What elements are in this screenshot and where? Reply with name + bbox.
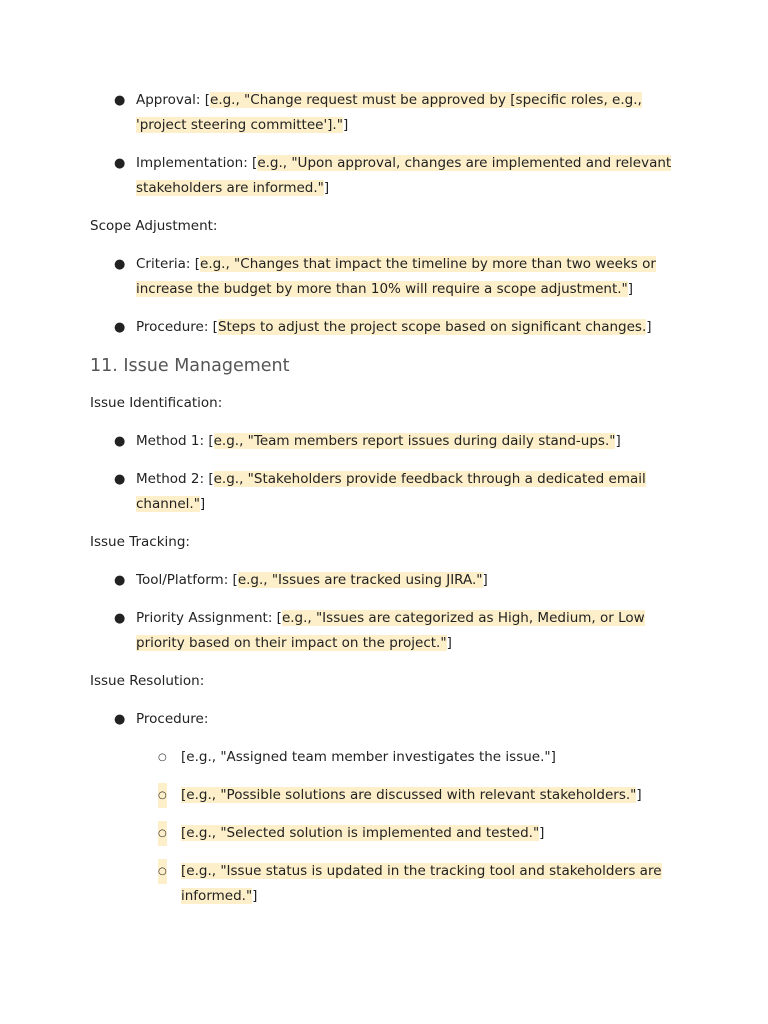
priority-placeholder: e.g., "Issues are categorized as High, Medium, or Low priority based on their impact on the project.": [136, 610, 645, 651]
list-item: [136, 783, 680, 808]
criteria-label: Criteria: [: [136, 256, 201, 272]
list-item: [136, 821, 680, 846]
issue-tracking-list: [90, 568, 680, 656]
bullet-icon: ●: [114, 434, 126, 449]
list-item: [90, 467, 680, 517]
bracket-open: [: [181, 825, 187, 841]
step-placeholder: e.g., "Assigned team member investigates the issue.": [186, 749, 551, 765]
list-item: [90, 606, 680, 656]
bracket-open: [: [181, 863, 187, 879]
procedure-label: Procedure: [: [136, 319, 218, 335]
bracket-close: ]: [199, 496, 206, 512]
list-item: [136, 745, 680, 770]
bullet-icon: ●: [114, 712, 126, 727]
bracket-close: ]: [446, 635, 452, 651]
criteria-placeholder: e.g., "Changes that impact the timeline by more than two weeks or increase the budget by more than 10% will require a scope adjustment.": [136, 256, 656, 297]
bullet-icon: ●: [114, 257, 126, 272]
issue-resolution-heading: Issue Resolution:: [90, 673, 205, 689]
method2-label: Method 2: [: [136, 471, 214, 487]
bracket-close: ]: [627, 281, 634, 297]
issue-tracking-heading: Issue Tracking:: [90, 534, 190, 550]
list-item: [90, 707, 680, 909]
bracket-open: [: [181, 749, 187, 765]
bracket-close: ]: [482, 572, 488, 588]
bracket-close: ]: [539, 825, 545, 841]
bracket-close: ]: [646, 319, 652, 335]
bracket-close: ]: [323, 180, 330, 196]
tool-placeholder: e.g., "Issues are tracked using JIRA.": [237, 572, 483, 588]
bullet-icon: ●: [114, 320, 126, 335]
bullet-icon: ●: [114, 573, 126, 588]
resolution-procedure-label: Procedure:: [136, 711, 209, 727]
implementation-placeholder: e.g., "Upon approval, changes are implemented and relevant stakeholders are informed.": [136, 155, 672, 196]
hollow-bullet-icon: ○: [158, 783, 167, 808]
procedure-placeholder: Steps to adjust the project scope based on significant changes.: [217, 319, 647, 335]
issue-identification-heading: Issue Identification:: [90, 395, 223, 411]
bracket-close: ]: [615, 433, 621, 449]
scope-adjustment-heading: Scope Adjustment:: [90, 218, 218, 234]
resolution-steps-list: [136, 745, 680, 909]
scope-adjustment-list: [90, 252, 680, 340]
method2-placeholder: e.g., "Stakeholders provide feedback through a dedicated email channel.": [136, 471, 646, 512]
bracket-open: [: [181, 787, 187, 803]
bullet-icon: ●: [114, 611, 126, 626]
tool-label: Tool/Platform: [: [136, 572, 238, 588]
issue-resolution-list: [90, 707, 680, 909]
step-placeholder: e.g., "Selected solution is implemented and tested.": [186, 825, 540, 841]
document-page: [90, 88, 680, 922]
step-placeholder: e.g., "Possible solutions are discussed with relevant stakeholders.": [186, 787, 637, 803]
hollow-bullet-icon: ○: [158, 752, 167, 763]
bracket-close: ]: [550, 749, 556, 765]
list-item: [90, 151, 680, 201]
list-item: [90, 252, 680, 302]
list-item: [90, 315, 680, 340]
list-item: [136, 859, 680, 909]
bracket-close: ]: [342, 117, 349, 133]
change-control-list: [90, 88, 680, 201]
bullet-icon: ●: [114, 93, 126, 108]
bracket-close: ]: [252, 888, 258, 904]
bullet-icon: ●: [114, 472, 126, 487]
list-item: [90, 429, 680, 454]
implementation-label: Implementation: [: [136, 155, 258, 171]
approval-label: Approval: [: [136, 92, 211, 108]
method1-label: Method 1: [: [136, 433, 214, 449]
step-placeholder: e.g., "Issue status is updated in the tracking tool and stakeholders are informed.": [181, 863, 662, 904]
hollow-bullet-icon: ○: [158, 859, 167, 884]
method1-placeholder: e.g., "Team members report issues during daily stand-ups.": [213, 433, 616, 449]
priority-label: Priority Assignment: [: [136, 610, 282, 626]
list-item: [90, 88, 680, 138]
section-heading-issue-management: 11. Issue Management: [90, 356, 290, 376]
issue-identification-list: [90, 429, 680, 517]
approval-placeholder: e.g., "Change request must be approved by [specific roles, e.g., 'project steering committee'].": [136, 92, 642, 133]
bracket-close: ]: [636, 787, 642, 803]
list-item: [90, 568, 680, 593]
bullet-icon: ●: [114, 156, 126, 171]
hollow-bullet-icon: ○: [158, 821, 167, 846]
